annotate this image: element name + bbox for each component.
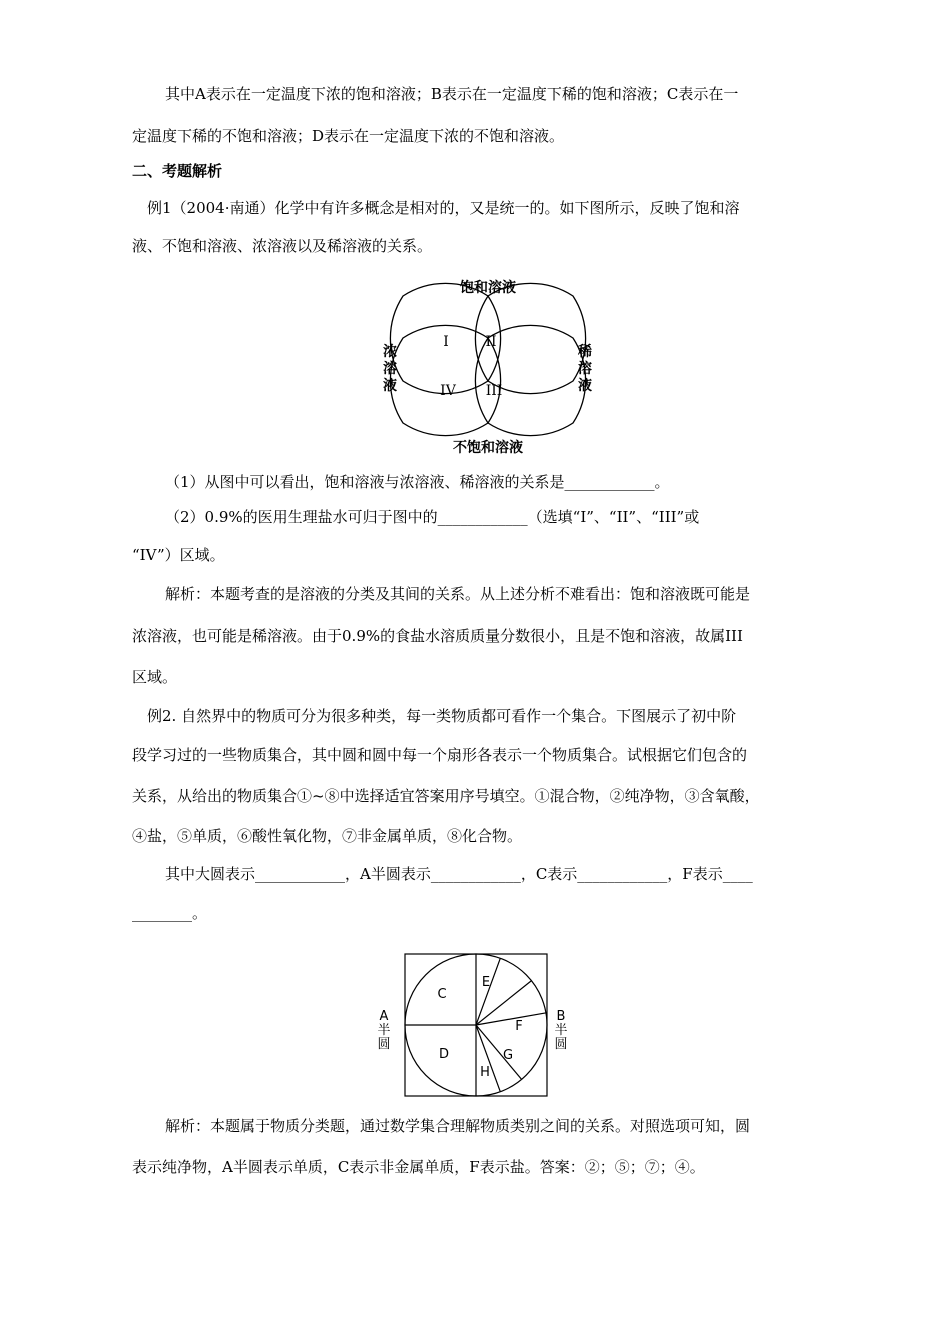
- intro-line-1: 其中A表示在一定温度下浓的饱和溶液；B表示在一定温度下稀的饱和溶液；C表示在一: [165, 85, 739, 103]
- section-title: 二、考题解析: [132, 162, 223, 180]
- example1-question-1: （1）从图中可以看出，饱和溶液与浓溶液、稀溶液的关系是____________。: [165, 473, 670, 491]
- solution-relationship-diagram: [378, 278, 598, 458]
- diagram1-region-4: IV: [440, 383, 456, 399]
- sector-f-label: F: [515, 1019, 523, 1034]
- sector-c-label: C: [437, 987, 447, 1002]
- example1-analysis-3: 区域。: [132, 668, 178, 686]
- diagram1-left-char-2: 溶: [383, 361, 397, 377]
- diagram1-region-2: II: [485, 334, 497, 350]
- diagram2-right-char-1: B: [556, 1009, 566, 1024]
- diagram1-right-char-1: 稀: [578, 344, 592, 360]
- sector-g-label: G: [502, 1048, 514, 1063]
- diagram1-region-3: III: [485, 383, 503, 399]
- example2-line-1: 例2. 自然界中的物质可分为很多种类，每一类物质都可看作一个集合。下图展示了初中阶: [147, 707, 737, 725]
- diagram1-right-char-2: 溶: [578, 361, 592, 377]
- diagram1-left-char-1: 浓: [383, 344, 397, 360]
- diagram1-right-char-3: 液: [578, 378, 592, 394]
- diagram1-top-label: 饱和溶液: [460, 280, 516, 296]
- example1-line-2: 液、不饱和溶液、浓溶液以及稀溶液的关系。: [132, 237, 433, 255]
- sector-h-label: H: [480, 1065, 490, 1080]
- diagram1-bottom-label: 不饱和溶液: [453, 440, 523, 456]
- substance-sets-diagram: [370, 952, 590, 1102]
- diagram2-left-char-2: 半: [377, 1023, 391, 1038]
- example1-line-1: 例1（2004·南通）化学中有许多概念是相对的，又是统一的。如下图所示，反映了饱和溶: [147, 199, 740, 217]
- diagram2-right-char-2: 半: [554, 1023, 568, 1038]
- example2-line-2: 段学习过的一些物质集合，其中圆和圆中每一个扇形各表示一个物质集合。试根据它们包含的: [132, 746, 748, 764]
- example2-fill-2: ________。: [132, 904, 208, 922]
- diagram1-left-char-3: 液: [383, 378, 397, 394]
- sector-d-label: D: [438, 1047, 450, 1062]
- example1-question-2a: （2）0.9%的医用生理盐水可归于图中的____________（选填“I”、“II”、“III”或: [165, 508, 700, 526]
- diagram2-left-char-1: A: [379, 1009, 389, 1024]
- diagram2-outlines: [405, 954, 547, 1096]
- example2-analysis-2: 表示纯净物，A半圆表示单质，C表示非金属单质，F表示盐。答案：②；⑤；⑦；④。: [132, 1158, 705, 1176]
- diagram1-outlines: [390, 283, 585, 435]
- intro-line-2: 定温度下稀的不饱和溶液；D表示在一定温度下浓的不饱和溶液。: [132, 127, 565, 145]
- example2-fill-1: 其中大圆表示____________，A半圆表示____________，C表示____________，F表示____: [165, 865, 753, 883]
- example2-line-4: ④盐，⑤单质，⑥酸性氧化物，⑦非金属单质，⑧化合物。: [132, 827, 523, 845]
- diagram2-left-char-3: 圆: [377, 1037, 391, 1052]
- example2-line-3: 关系，从给出的物质集合①~⑧中选择适宜答案用序号填空。①混合物，②纯净物，③含氧酸，: [132, 787, 760, 805]
- example1-analysis-2: 浓溶液，也可能是稀溶液。由于0.9%的食盐水溶质质量分数很小，且是不饱和溶液，故属III: [132, 627, 743, 645]
- diagram2-right-char-3: 圆: [554, 1037, 568, 1052]
- example1-analysis-1: 解析：本题考查的是溶液的分类及其间的关系。从上述分析不难看出：饱和溶液既可能是: [165, 585, 751, 603]
- sector-e-label: E: [481, 975, 491, 990]
- example1-question-2b: “IV”）区域。: [132, 546, 225, 564]
- example2-analysis-1: 解析：本题属于物质分类题，通过数学集合理解物质类别之间的关系。对照选项可知，圆: [165, 1117, 751, 1135]
- diagram1-region-1: I: [443, 334, 449, 350]
